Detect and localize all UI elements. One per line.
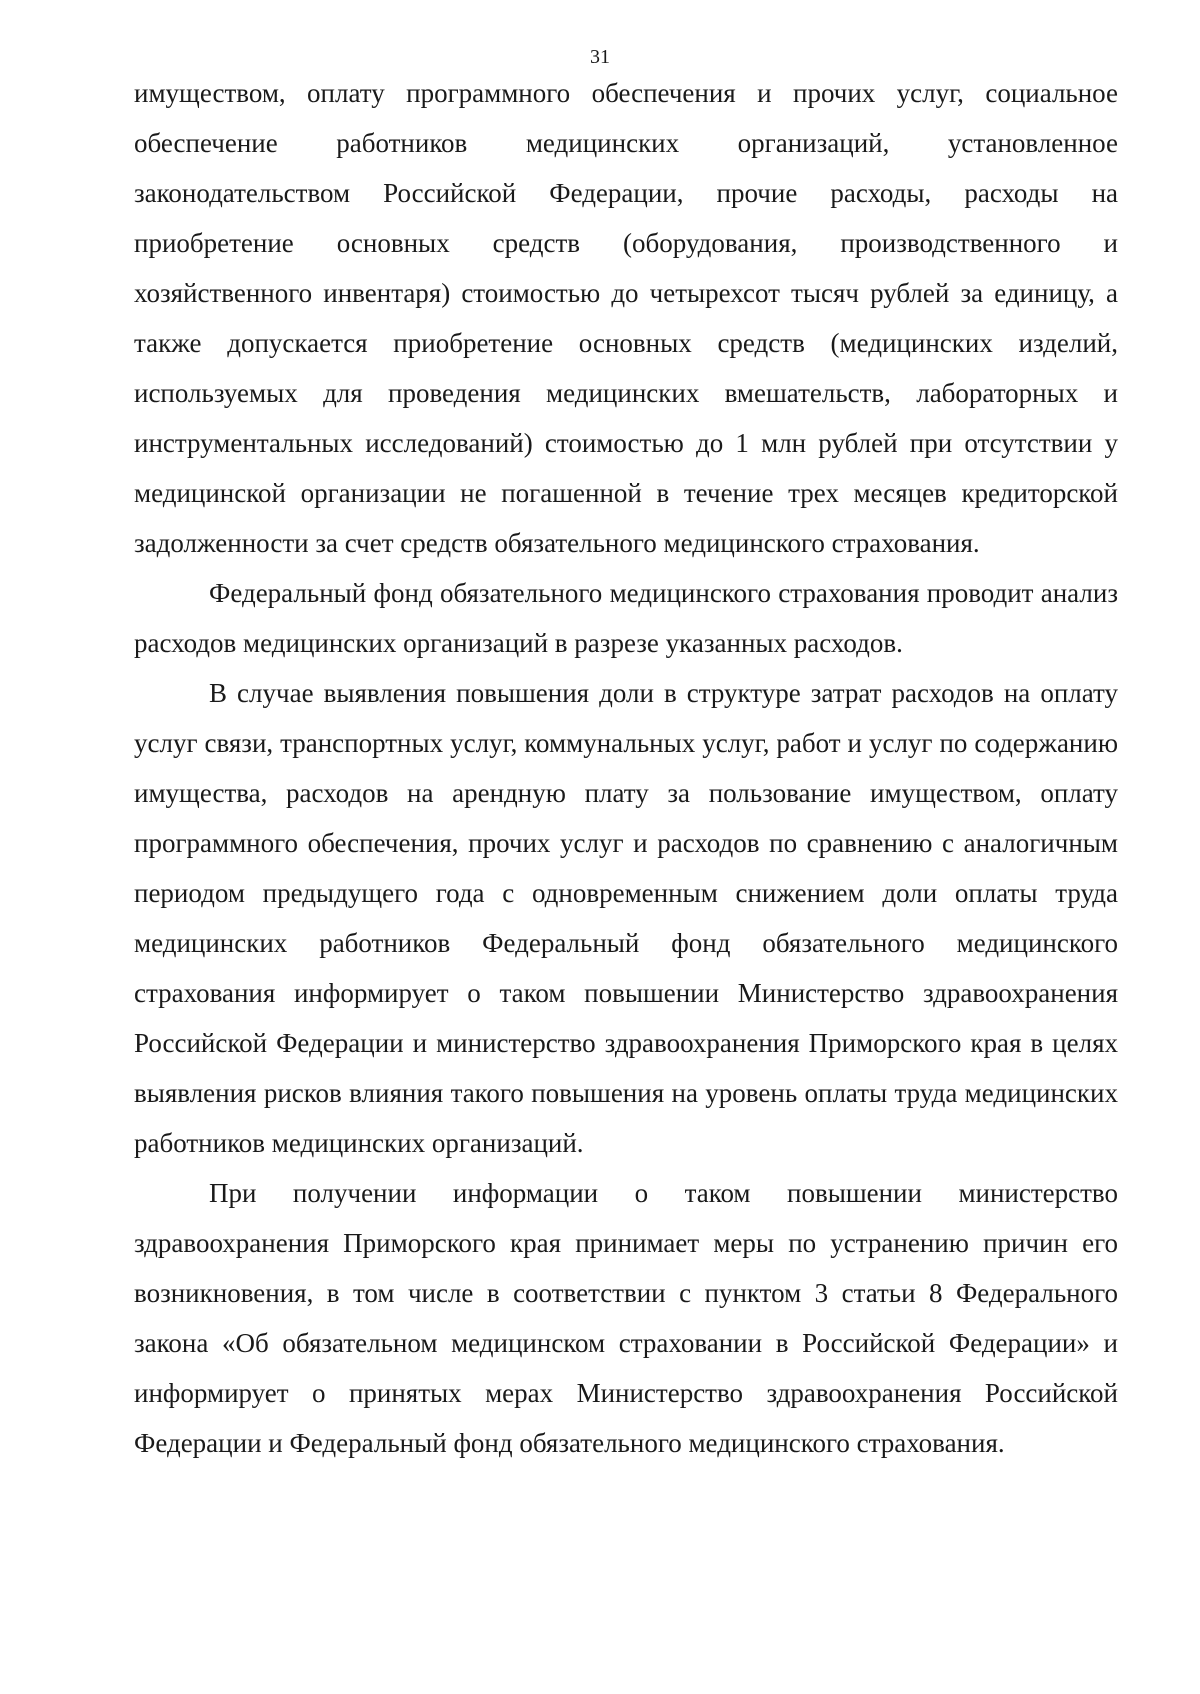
paragraph-ministry-measures: При получении информации о таком повышении министерство здравоохранения Приморского края принимает меры по устранению причин его возникновения, в том числе в соответствии с пунктом 3 статьи 8 Федерального закона «Об обязательном медицинском страховании в Российской Федерации» и информирует о принятых мерах Министерство здравоохранения Российской Федерации и Федеральный фонд обязательного медицинского страхования. bbox=[134, 1178, 1118, 1458]
page-number: 31 bbox=[590, 46, 610, 68]
paragraph-continuation: имуществом, оплату программного обеспечения и прочих услуг, социальное обеспечение работников медицинских организаций, установленное законодательством Российской Федерации, прочие расходы, расходы на приобретение основных средств (оборудования, производственного и хозяйственного инвентаря) стоимостью до четырехсот тысяч рублей за единицу, а также допускается приобретение основных средств (медицинских изделий, используемых для проведения медицинских вмешательств, лабораторных и инструментальных исследований) стоимостью до 1 млн рублей при отсутствии у медицинской организации не погашенной в течение трех месяцев кредиторской задолженности за счет средств обязательного медицинского страхования. bbox=[134, 78, 1118, 558]
document-body bbox=[134, 68, 1118, 1468]
paragraph-cost-increase: В случае выявления повышения доли в структуре затрат расходов на оплату услуг связи, транспортных услуг, коммунальных услуг, работ и услуг по содержанию имущества, расходов на арендную плату за пользование имуществом, оплату программного обеспечения, прочих услуг и расходов по сравнению с аналогичным периодом предыдущего года с одновременным снижением доли оплаты труда медицинских работников Федеральный фонд обязательного медицинского страхования информирует о таком повышении Министерство здравоохранения Российской Федерации и министерство здравоохранения Приморского края в целях выявления рисков влияния такого повышения на уровень оплаты труда медицинских работников медицинских организаций. bbox=[134, 678, 1118, 1158]
paragraph-ffoms-analysis: Федеральный фонд обязательного медицинского страхования проводит анализ расходов медицинских организаций в разрезе указанных расходов. bbox=[134, 578, 1118, 658]
